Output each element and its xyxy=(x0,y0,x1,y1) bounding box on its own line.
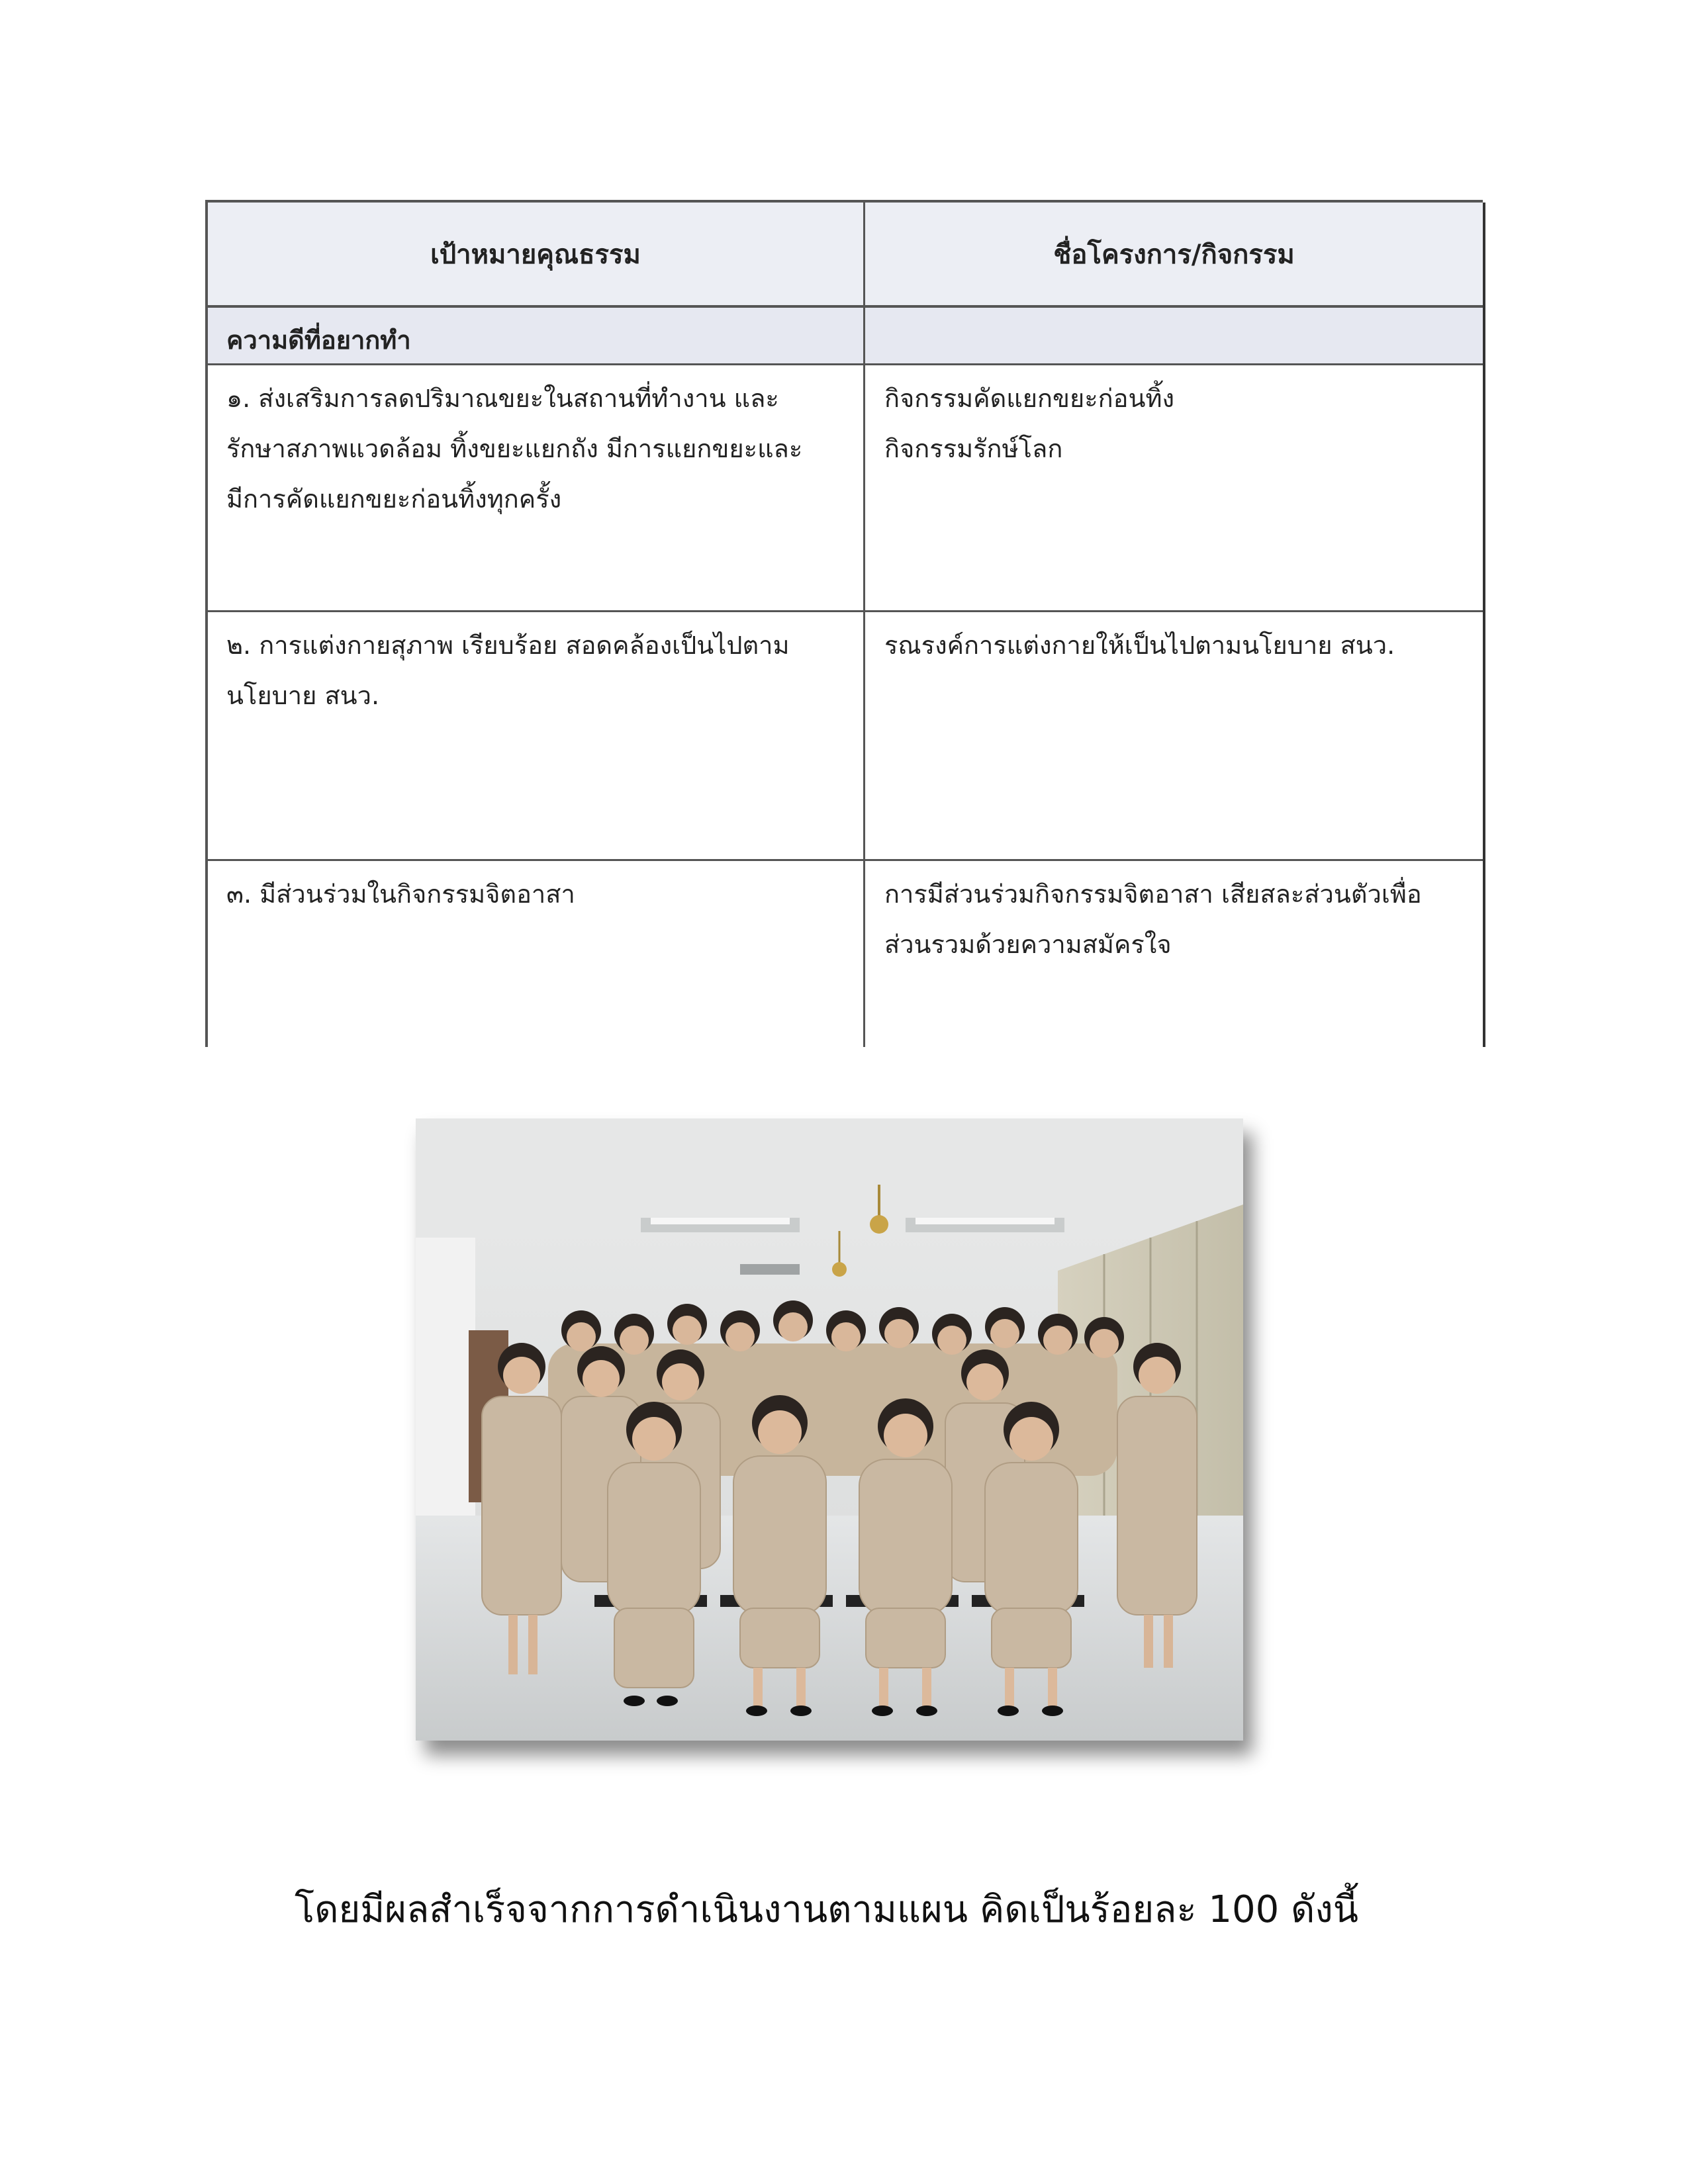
table-header-row xyxy=(208,203,1483,308)
result-summary-text: โดยมีผลสำเร็จจากการดำเนินงานตามแผน คิดเป็นร้อยละ 100 ดังนี้ xyxy=(295,1888,1359,1931)
section-title-row xyxy=(208,308,1483,365)
table-row xyxy=(208,861,1483,1050)
virtue-goals-table xyxy=(205,200,1483,1047)
header-virtue-goal: เป้าหมายคุณธรรม xyxy=(430,239,641,270)
table-row xyxy=(208,612,1483,861)
section-title: ความดีที่อยากทำ xyxy=(226,326,411,355)
activity-cell: การมีส่วนร่วมกิจกรรมจิตอาสา เสียสละส่วนตัวเพื่อ ส่วนรวมด้วยความสมัครใจ xyxy=(884,880,1422,959)
goal-cell: ๒. การแต่งกายสุภาพ เรียบร้อย สอดคล้องเป็นไปตาม นโยบาย สนว. xyxy=(226,631,790,710)
table-right-edge xyxy=(1483,203,1485,1047)
goal-cell: ๓. มีส่วนร่วมในกิจกรรมจิตอาสา xyxy=(226,880,575,909)
goal-cell: ๑. ส่งเสริมการลดปริมาณขยะในสถานที่ทำงาน และ รักษาสภาพแวดล้อม ทิ้งขยะแยกถัง มีการแยกขยะและ มีการคัดแยกขยะก่อนทิ้งทุกครั้ง xyxy=(226,384,803,514)
activity-cell: กิจกรรมคัดแยกขยะก่อนทิ้ง กิจกรรมรักษ์โลก xyxy=(884,384,1175,463)
header-project-activity: ชื่อโครงการ/กิจกรรม xyxy=(1053,239,1295,270)
activity-cell: รณรงค์การแต่งกายให้เป็นไปตามนโยบาย สนว. xyxy=(884,631,1395,660)
table-row xyxy=(208,365,1483,612)
group-photo xyxy=(416,1118,1243,1741)
group-photo-illustration xyxy=(416,1118,1243,1741)
column-divider xyxy=(863,203,865,1047)
